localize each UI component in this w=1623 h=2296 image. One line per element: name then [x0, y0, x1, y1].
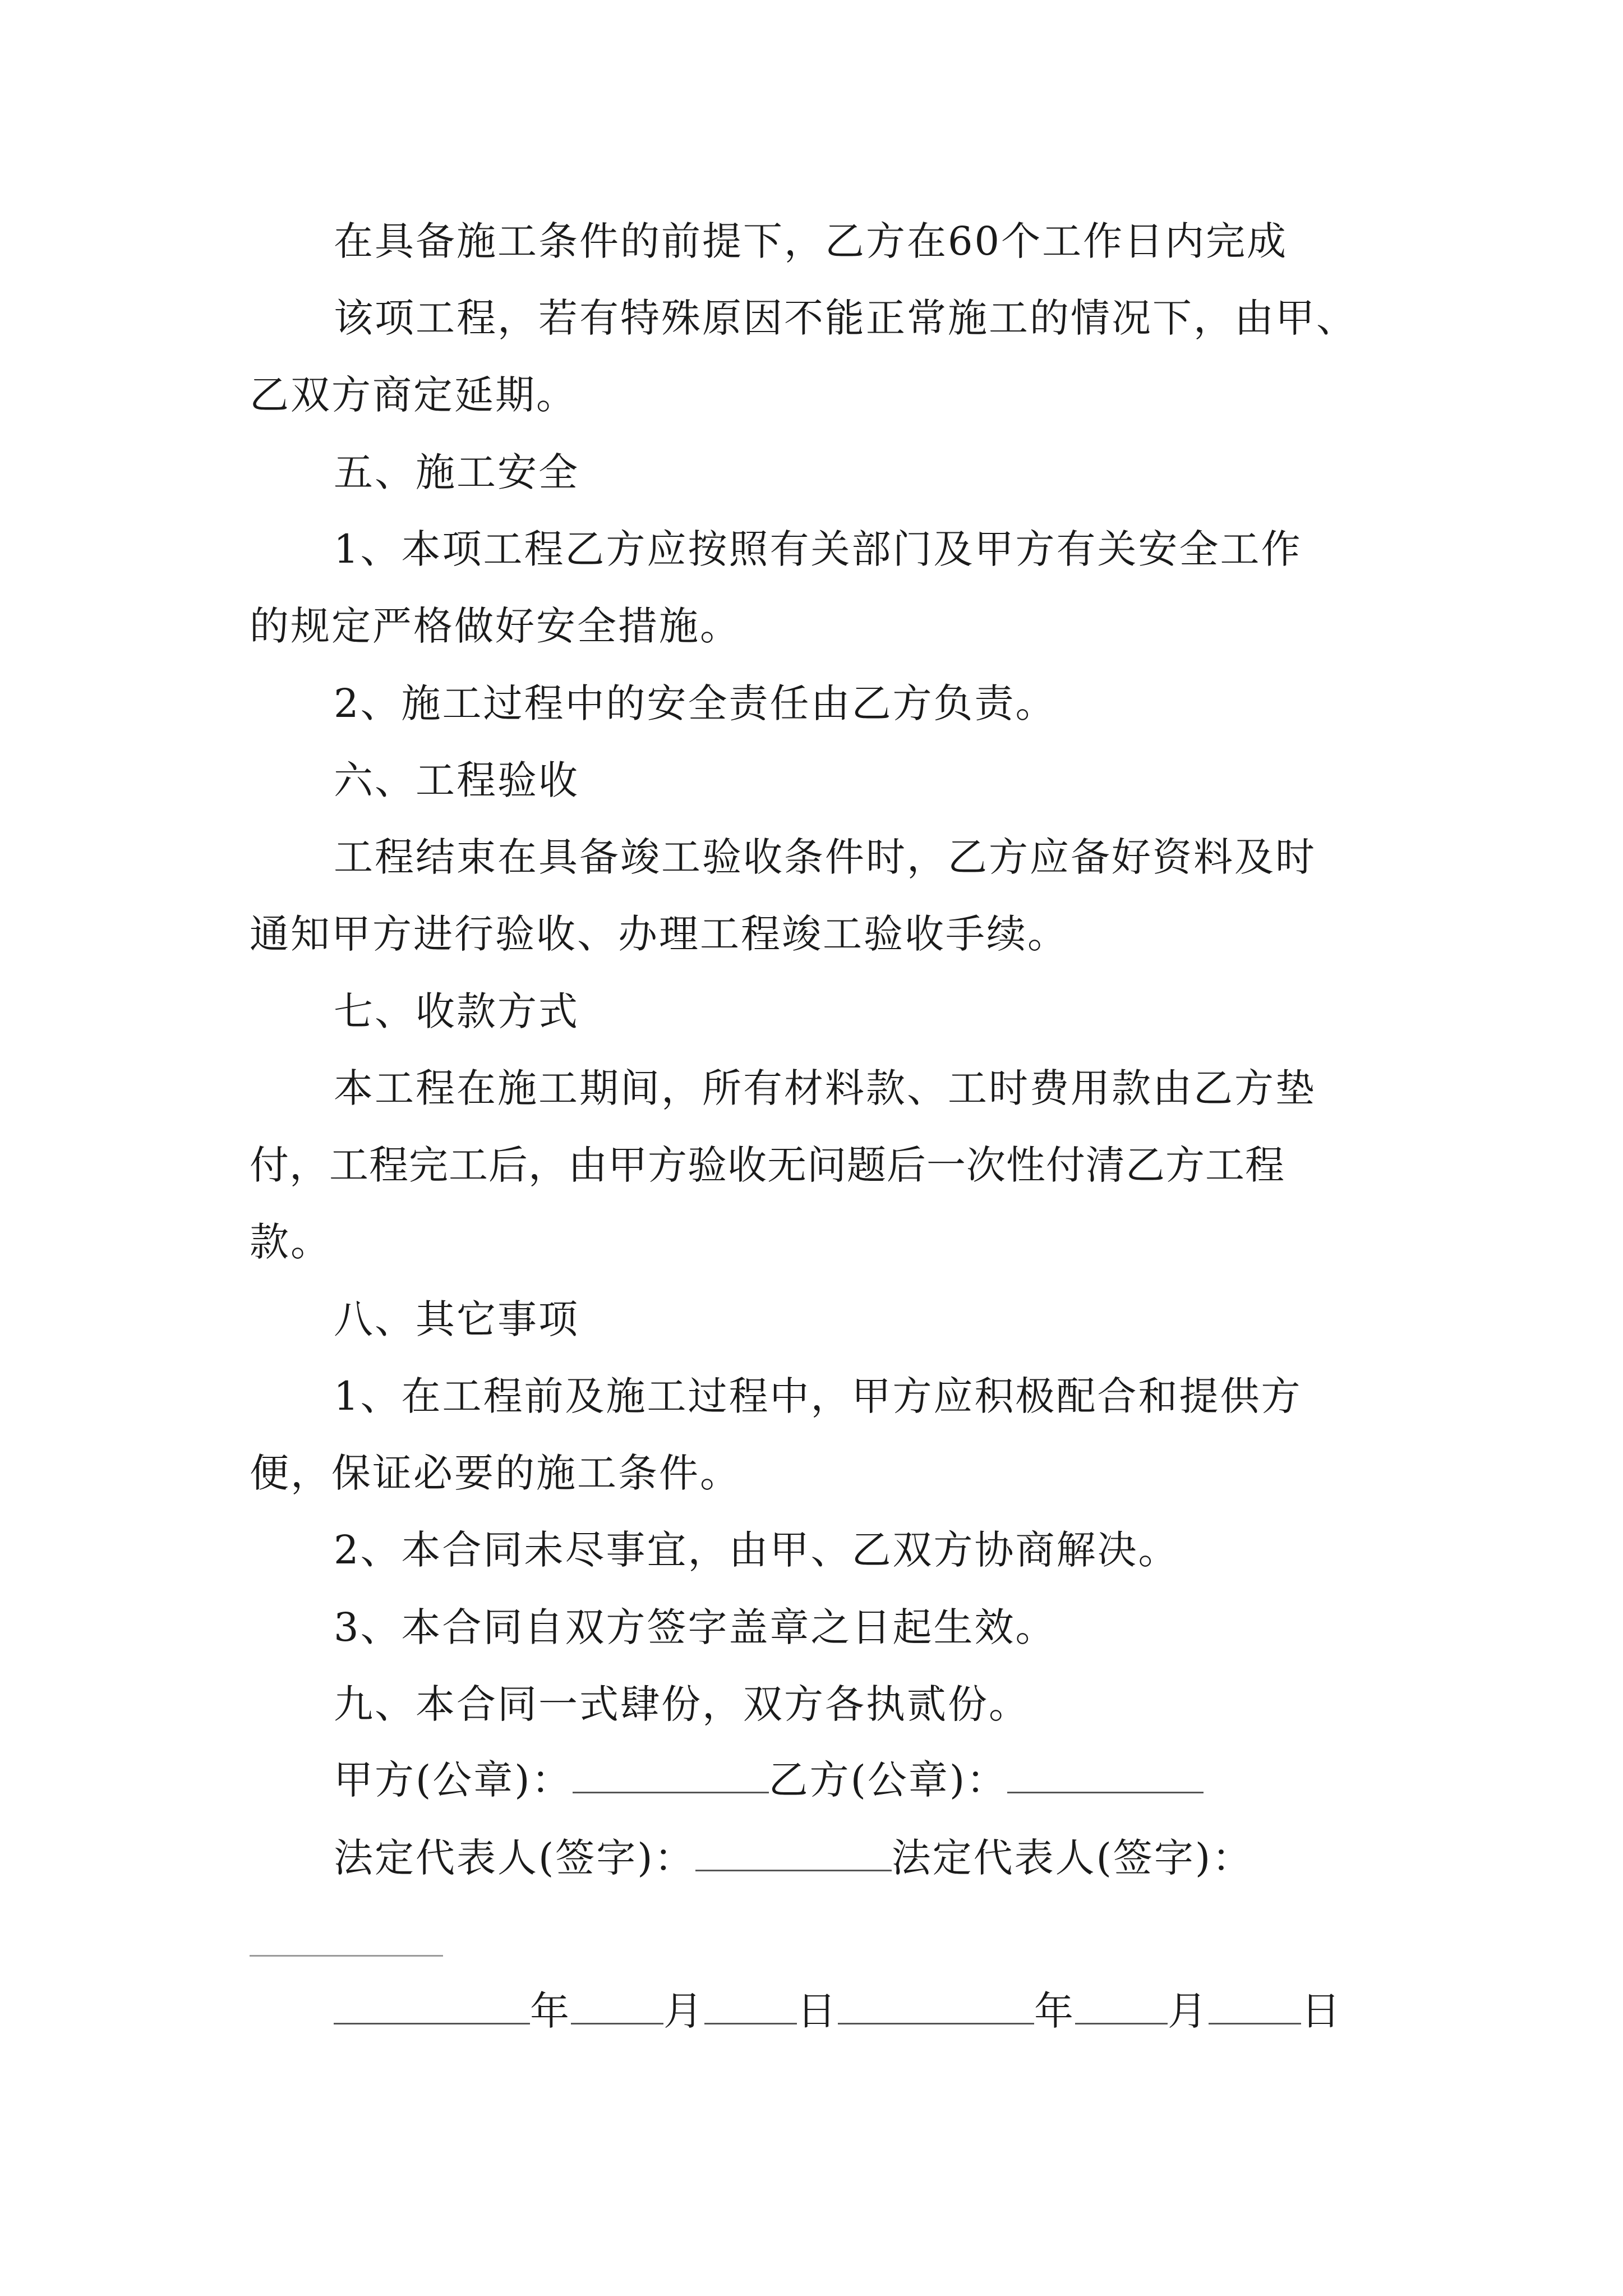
- document-page: [250, 0, 1388, 2296]
- year-label: 年: [1034, 1988, 1075, 2034]
- paragraph-line: 3、本合同自双方签字盖章之日起生效。: [334, 1604, 1057, 1650]
- paragraph-line: 便，保证必要的施工条件。: [250, 1450, 741, 1496]
- party-a-seal-blank[interactable]: [573, 1752, 769, 1793]
- section-heading: 六、工程验收: [334, 757, 579, 803]
- seal-line: [334, 1752, 1204, 1808]
- paragraph-line: 工程结束在具备竣工验收条件时，乙方应备好资料及时: [334, 834, 1316, 880]
- representative-line: [334, 1830, 1253, 1886]
- date-b-year-blank[interactable]: [838, 1984, 1034, 2024]
- paragraph-line: 在具备施工条件的前提下，乙方在60个工作日内完成: [334, 218, 1288, 264]
- paragraph-line: 乙双方商定延期。: [250, 372, 577, 418]
- date-line: [334, 1983, 1342, 2039]
- section-heading: 八、其它事项: [334, 1296, 579, 1342]
- rep-b-label: 法定代表人(签字)：: [891, 1835, 1253, 1881]
- paragraph-line: 九、本合同一式肆份，双方各执贰份。: [334, 1681, 1030, 1727]
- month-label: 月: [1168, 1988, 1209, 2034]
- rep-b-signature-blank[interactable]: [250, 1955, 443, 1957]
- party-b-seal-label: 乙方(公章)：: [768, 1757, 1008, 1803]
- party-b-seal-blank[interactable]: [1007, 1752, 1204, 1793]
- date-a-year-blank[interactable]: [334, 1984, 530, 2024]
- paragraph-line: 1、在工程前及施工过程中，甲方应积极配合和提供方: [334, 1373, 1302, 1419]
- year-label: 年: [530, 1988, 571, 2034]
- paragraph-line: 本工程在施工期间，所有材料款、工时费用款由乙方垫: [334, 1065, 1316, 1111]
- paragraph-line: 1、本项工程乙方应按照有关部门及甲方有关安全工作: [334, 526, 1302, 572]
- rep-a-label: 法定代表人(签字)：: [334, 1835, 695, 1881]
- paragraph-line: 2、施工过程中的安全责任由乙方负责。: [334, 680, 1057, 726]
- paragraph-line: 该项工程，若有特殊原因不能正常施工的情况下，由甲、: [334, 295, 1357, 341]
- day-label: 日: [797, 1988, 838, 2034]
- section-heading: 七、收款方式: [334, 988, 579, 1034]
- day-label: 日: [1301, 1988, 1342, 2034]
- paragraph-line: 付，工程完工后，由甲方验收无问题后一次性付清乙方工程: [250, 1142, 1285, 1188]
- date-a-day-blank[interactable]: [704, 1984, 797, 2024]
- paragraph-line: 2、本合同未尽事宜，由甲、乙双方协商解决。: [334, 1527, 1179, 1573]
- month-label: 月: [663, 1988, 704, 2034]
- section-heading: 五、施工安全: [334, 449, 579, 495]
- date-a-month-blank[interactable]: [571, 1984, 663, 2024]
- date-b-day-blank[interactable]: [1209, 1984, 1301, 2024]
- date-b-month-blank[interactable]: [1075, 1984, 1168, 2024]
- paragraph-line: 款。: [250, 1219, 331, 1265]
- paragraph-line: 通知甲方进行验收、办理工程竣工验收手续。: [250, 911, 1068, 957]
- rep-a-signature-blank[interactable]: [695, 1830, 892, 1871]
- paragraph-line: 的规定严格做好安全措施。: [250, 603, 741, 649]
- party-a-seal-label: 甲方(公章)：: [334, 1757, 573, 1803]
